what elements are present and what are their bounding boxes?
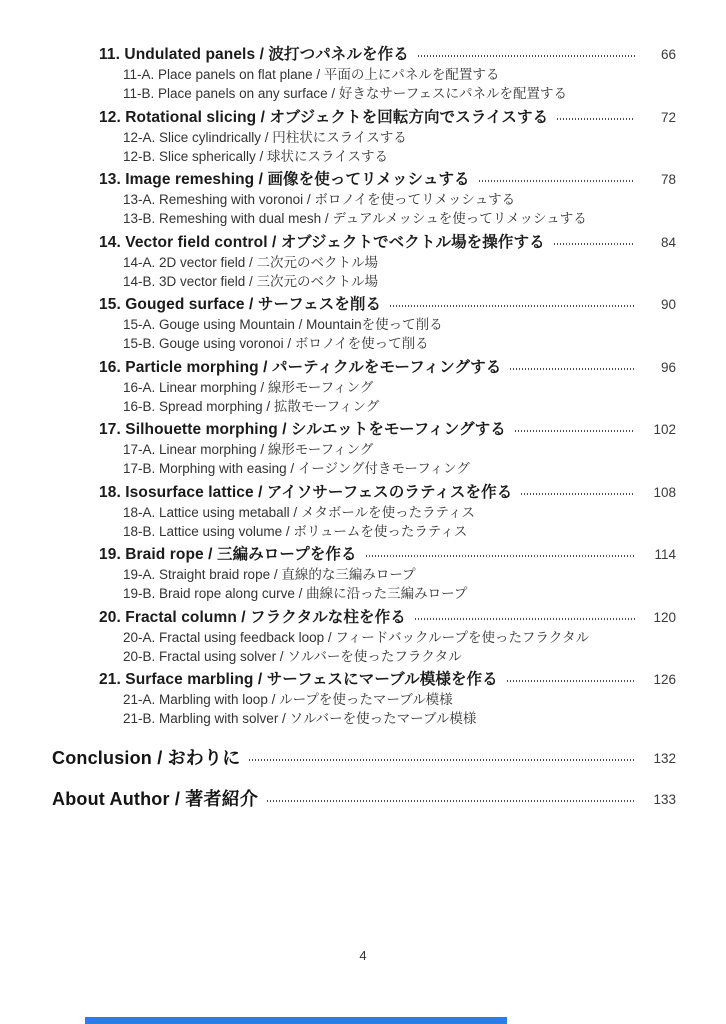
toc-sub-item: 18-A. Lattice using metaball / メタボールを使ったラティス — [123, 504, 475, 520]
dot-leader — [249, 759, 635, 761]
toc-sub-item: 15-A. Gouge using Mountain / Mountainを使って削る — [123, 317, 443, 332]
toc-sub-item: 17-B. Morphing with easing / イージング付きモーフィング — [123, 461, 470, 476]
toc-entry-heading — [0, 420, 726, 440]
conclusion-entry — [0, 746, 726, 771]
dot-leader — [418, 55, 635, 57]
page-number: 96 — [660, 359, 676, 375]
toc-sub-item: 16-A. Linear morphing / 線形モーフィング — [123, 379, 374, 395]
toc-entry — [0, 483, 726, 541]
page-number: 120 — [653, 609, 676, 625]
chapter-title: 21. Surface marbling / サーフェスにマーブル模様を作る — [99, 671, 498, 688]
toc-sub-item: 11-B. Place panels on any surface / 好きなサーフェスにパネルを配置する — [123, 86, 568, 101]
dot-leader — [415, 618, 635, 620]
toc-entry — [0, 45, 726, 103]
chapter-title: 14. Vector field control / オブジェクトでベクトル場を操作する — [99, 233, 545, 251]
toc-sub-item: 14-A. 2D vector field / 二次元のベクトル場 — [123, 254, 379, 270]
toc-entry — [0, 670, 726, 728]
toc-sub-item: 11-A. Place panels on flat plane / 平面の上にパネルを配置する — [123, 67, 500, 82]
toc-entry-heading — [0, 45, 726, 65]
dot-leader — [510, 368, 635, 370]
about-author-title: About Author / 著者紹介 — [52, 789, 259, 809]
page-number: 102 — [653, 422, 676, 437]
toc-sub-item: 14-B. 3D vector field / 三次元のベクトル場 — [123, 273, 379, 289]
conclusion-title: Conclusion / おわりに — [52, 748, 241, 768]
page-number: 72 — [660, 109, 676, 125]
dot-leader — [390, 305, 635, 307]
page-number: 84 — [660, 234, 676, 250]
toc-sub-item: 21-B. Marbling with solver / ソルバーを使ったマーブル模様 — [123, 711, 477, 726]
toc-entry — [0, 170, 726, 228]
toc-entry-heading — [0, 108, 726, 128]
toc-sub-item: 20-A. Fractal using feedback loop / フィードバックループを使ったフラクタル — [123, 629, 590, 645]
toc-entry — [0, 545, 726, 603]
toc-entry — [0, 233, 726, 291]
chapter-title: 12. Rotational slicing / オブジェクトを回転方向でスライスする — [99, 108, 549, 126]
page-number: 78 — [660, 172, 676, 187]
chapter-title: 20. Fractal column / フラクタルな柱を作る — [99, 608, 406, 626]
chapter-title: 11. Undulated panels / 波打つパネルを作る — [99, 46, 409, 63]
chapter-title: 18. Isosurface lattice / アイソサーフェスのラティスを作る — [99, 483, 513, 501]
toc-entry-heading — [0, 483, 726, 503]
toc-sub-item: 18-B. Lattice using volume / ボリュームを使ったラティス — [123, 523, 468, 539]
about-author-entry — [0, 787, 726, 812]
page-number: 66 — [660, 47, 676, 62]
toc-entry — [0, 420, 726, 478]
toc-entry-heading — [0, 170, 726, 190]
toc-sub-item: 20-B. Fractal using solver / ソルバーを使ったフラクタル — [123, 648, 462, 664]
toc-entry-heading — [0, 608, 726, 628]
dot-leader — [479, 180, 635, 182]
dot-leader — [267, 800, 635, 802]
toc-entry-heading — [0, 233, 726, 253]
chapter-title: 15. Gouged surface / サーフェスを削る — [99, 296, 382, 313]
toc-sub-item: 13-A. Remeshing with voronoi / ボロノイを使ってリメッシュする — [123, 192, 516, 207]
toc-sub-item: 21-A. Marbling with loop / ループを使ったマーブル模様 — [123, 692, 453, 707]
toc-sub-item: 16-B. Spread morphing / 拡散モーフィング — [123, 398, 380, 414]
toc-sub-item: 17-A. Linear morphing / 線形モーフィング — [123, 442, 374, 457]
toc-entry-heading — [0, 358, 726, 378]
horizontal-scrollbar[interactable] — [85, 1017, 507, 1024]
toc-entry — [0, 358, 726, 416]
dot-leader — [366, 555, 635, 557]
dot-leader — [515, 430, 635, 432]
dot-leader — [507, 680, 635, 682]
chapter-title: 17. Silhouette morphing / シルエットをモーフィングする — [99, 421, 506, 438]
chapter-title: 19. Braid rope / 三編みロープを作る — [99, 546, 357, 563]
page-number: 133 — [653, 792, 676, 807]
toc-sub-item: 12-B. Slice spherically / 球状にスライスする — [123, 148, 389, 164]
page-number: 108 — [653, 484, 676, 500]
toc-entry-heading — [0, 295, 726, 315]
toc-sub-item: 19-B. Braid rope along curve / 曲線に沿った三編みロープ — [123, 586, 468, 601]
page-number: 132 — [653, 751, 676, 766]
toc-sub-item: 19-A. Straight braid rope / 直線的な三編みロープ — [123, 567, 416, 582]
chapter-title: 13. Image remeshing / 画像を使ってリメッシュする — [99, 171, 470, 188]
toc-entry — [0, 108, 726, 166]
toc-sub-item: 12-A. Slice cylindrically / 円柱状にスライスする — [123, 129, 407, 145]
dot-leader — [554, 243, 635, 245]
toc-entry-heading — [0, 670, 726, 690]
toc-entry — [0, 295, 726, 353]
chapter-title: 16. Particle morphing / パーティクルをモーフィングする — [99, 358, 502, 376]
footer-page-number: 4 — [359, 948, 367, 963]
page-number: 114 — [654, 547, 676, 562]
toc-entry — [0, 608, 726, 666]
dot-leader — [557, 118, 635, 120]
toc-sub-item: 15-B. Gouge using voronoi / ボロノイを使って削る — [123, 336, 429, 351]
page-number: 126 — [653, 672, 676, 687]
page-number: 90 — [660, 297, 676, 312]
dot-leader — [521, 493, 635, 495]
toc-sub-item: 13-B. Remeshing with dual mesh / デュアルメッシュを使ってリメッシュする — [123, 211, 587, 226]
toc-entry-heading — [0, 545, 726, 565]
